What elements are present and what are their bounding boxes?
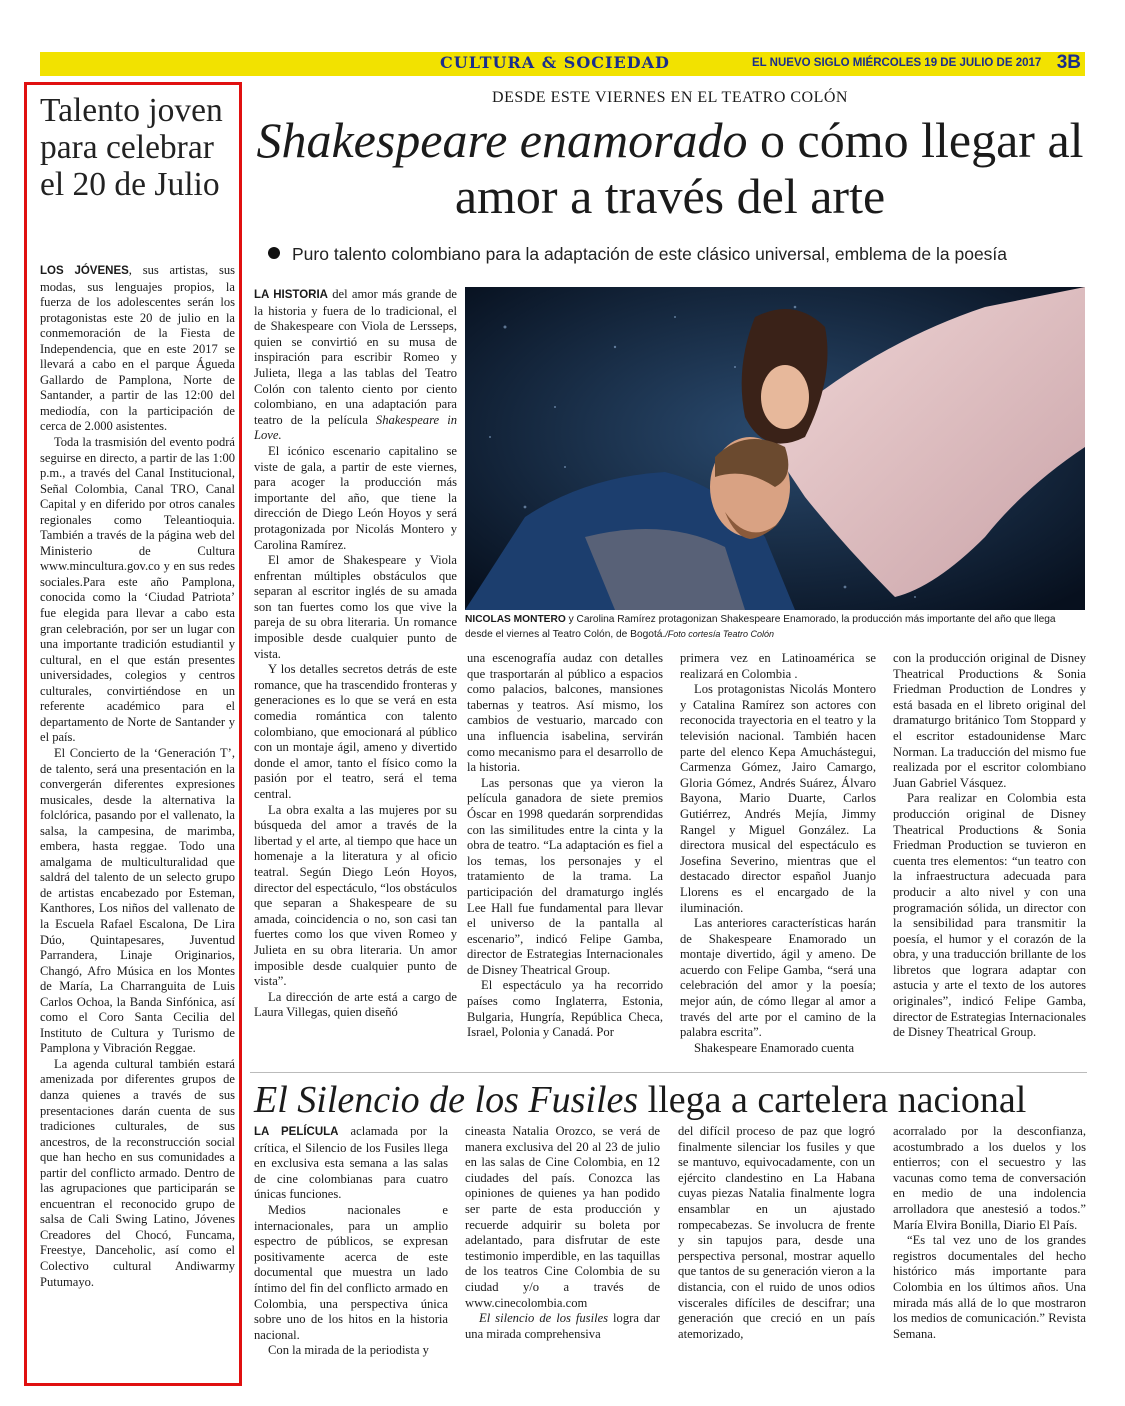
- sidebar-paragraph: El Concierto de la ‘Generación T’, de talento, será una presentación en la convergerán diferentes expresiones musicales, desde la alternativa la folclórica, pasando por el vallenato, la salsa, la campesina, de marimba, embera, hasta reggae. Todo una amalgama de multiculturalidad que saldrá del talento de un selecto grupo de artistas encabezado por Esteman, Kanthores, Los niños del vallenato de la Escuela Rafael Escalona, De Lira Dúo, Quintapesares, Juventud Parrandera, Linaje Originarios, Changó, Afro Música en los Montes de María, La Charranguita de Luis Carlos Ochoa, la Banda Sinfónica, así como el Coro Santa Cecilia del Instituto de Cultura y Turismo de Pamplona y Vibración Reggae.: [40, 745, 235, 1056]
- story-paragraph: La obra exalta a las mujeres por su búsqueda del amor a través de la libertad y el arte, al tiempo que hace un homenaje a la literatura y al oficio teatral. Según Diego León Hoyos, director del espectáculo, “los obstáculos que separan a Shakespeare de su amada, coincidencia o no, son casi tan fuertes como los que viven Romeo y Julieta en su obra literaria. Un amor imposible desde cualquier punto de vista”.: [254, 802, 457, 989]
- story-paragraph: Medios nacionales e internacionales, para un amplio espectro de públicos, se expresan positivamente acerca de este documental que muestra un lado íntimo del fin del conflicto armado en Colombia, una perspectiva única sobre uno de los hitos en la historia nacional.: [254, 1202, 448, 1342]
- story-divider: [250, 1072, 1087, 1073]
- story-paragraph: El amor de Shakespeare y Viola enfrentan múltiples obstáculos que separan al escritor inglés de su amada son tan fuertes como los que vive la pareja de su obra literaria. Un romance imposible desde cualquier punto de vista.: [254, 553, 457, 661]
- sidebar-lead: LOS JÓVENES: [40, 265, 129, 277]
- story-paragraph: Shakespeare Enamorado cuenta: [694, 1040, 855, 1055]
- story-paragraph: Las anteriores características harán de Shakespeare Enamorado un montaje divertido, ágil y ameno. De acuerdo con Felipe Gamba, “será una celebración del amor y la poesía; mejor aún, de cómo llegar al amor a través del arte por el camino de la palabra escrita”.: [680, 916, 876, 1040]
- story-photo: [465, 287, 1085, 610]
- story-column-2: [467, 651, 663, 1041]
- story-paragraph: [254, 287, 457, 444]
- story-paragraph: La dirección de arte está a cargo de Laura Villegas, quien diseñó: [254, 989, 457, 1020]
- film-title: El silencio de los fusiles: [479, 1311, 609, 1326]
- caption-text: y Carolina Ramírez protagonizan Shakespeare Enamorado, la producción más importante del año que llega desde el viernes al Teatro Colón, de Bogotá.: [465, 614, 1056, 640]
- story-paragraph: [254, 1124, 448, 1203]
- story2-column-1: [254, 1124, 448, 1359]
- deck-text: Puro talento colombiano para la adaptación de este clásico universal, emblema de la poesía: [292, 244, 1008, 264]
- story-lead: LA PELÍCULA: [254, 1126, 339, 1138]
- story-paragraph: del difícil proceso de paz que logró finalmente silenciar los fusiles y que se mantuvo, equivocadamente, con un ejército clandestino en La Habana cuyas piezas Natalia finalmente logra ensamblar en un ajustado rompecabezas. Se involucra de frente y sin tapujos para, desde una perspectiva personal, mostrar aquello que tantos de su generación vieron a la distancia, con el ruido de unos odios viscerales difíciles de descifrar; una generación que creció en un país atemorizado,: [678, 1124, 875, 1341]
- photo-caption: [465, 613, 1085, 642]
- story2-headline: [254, 1078, 1094, 1122]
- page-number: 3B: [1056, 52, 1081, 73]
- story-lead: LA HISTORIA: [254, 289, 328, 301]
- story-paragraph: Y los detalles secretos detrás de este romance, que ha trascendido fronteras y generaciones es lo que se verá en esta comedia romántica con talento colombiano, que emocionará al público con un montaje ágil, ameno y divertido donde el amor, tanto el físico como la pasión por el teatro, será el tema central.: [254, 662, 457, 801]
- story-paragraph-text: del amor más grande de la historia y fuera de lo tradicional, el de Shakespeare con Viola de Lersseps, quien se convirtió en su musa de inspiración para escribir Romeo y Julieta, llega a las tablas del Teatro Colón con talento ciento por ciento colombiano, en una adaptación para teatro de la película: [254, 287, 457, 427]
- photo-illustration: [465, 287, 1085, 610]
- bullet-icon: [268, 247, 280, 259]
- headline-rest: o cómo llegar al amor a través del arte: [454, 112, 1084, 224]
- story-paragraph-text: aclamada por la crítica, el Silencio de los Fusiles llega en exclusiva esta semana a las salas de cine colombianas para cuatro únicas funciones.: [254, 1124, 448, 1202]
- issue-date: EL NUEVO SIGLO MIÉRCOLES 19 DE JULIO DE 2017: [752, 57, 1042, 69]
- story-column-1: [254, 287, 457, 1021]
- story-paragraph: [465, 1311, 660, 1342]
- story-deck: [268, 244, 1083, 265]
- story2-column-4: [893, 1124, 1086, 1342]
- photo-credit: /Foto cortesía Teatro Colón: [665, 629, 775, 639]
- story-headline: [250, 112, 1090, 224]
- story-paragraph: “Es tal vez uno de los grandes registros documentales del hecho histórico más importante para Colombia en los últimos años. Una mirada más allá de lo que mostraron los medios de comunicación.” Revista Semana.: [893, 1233, 1086, 1341]
- sidebar-paragraph: La agenda cultural también estará amenizada por diferentes grupos de danza quienes a través de sus presentaciones darán cuenta de sus tradiciones culturales, de sus ancestros, de la reconstrucción social que han hecho en sus comunidades a partir del conflicto armado. Dentro de las agrupaciones que participarán se encuentran el reconocido grupo de salsa de Cali Swing Latino, Jóvenes Creadores del Chocó, Funcama, Freestye, Danceholic, así como el Colectivo cultural Andiwarmy Putumayo.: [40, 1056, 235, 1289]
- story2-column-2: [465, 1124, 660, 1342]
- story-paragraph: acorralado por la desconfianza, acostumbrado a los duelos y los entierros; con el secuestro y las vacunas como tema de conversación en medio de una indolencia arrolladora que anestesió a todos.” María Elvira Bonilla, Diario El País.: [893, 1124, 1086, 1232]
- headline-italic: El Silencio de los Fusiles: [254, 1079, 639, 1121]
- sidebar-title: Talento joven para celebrar el 20 de Julio: [40, 92, 223, 203]
- story-kicker: DESDE ESTE VIERNES EN EL TEATRO COLÓN: [492, 89, 848, 106]
- story-paragraph: cineasta Natalia Orozco, se verá de manera exclusiva del 20 al 23 de julio en las salas de Cine Colombia, en 12 ciudades del país. Conozca las opiniones de quienes ya han podido ser parte de esta producción y recuerde adquirir su boleta por adelantado, para disfrutar de este testimonio imperdible, en las taquillas de los teatros Cine Colombia de su ciudad y/o a través de www.cinecolombia.com: [465, 1124, 660, 1310]
- story-paragraph-text: logra dar una mirada comprehensiva: [465, 1311, 660, 1341]
- story-column-3: [680, 651, 876, 1056]
- sidebar-paragraph-text: , sus artistas, sus modas, sus lenguajes propios, la fuerza de los adolescentes serán los protagonistas este 20 de julio en la conmemoración de la Fiesta de Independencia, que en este 2017 se llevará a cabo en el parque Águeda Gallardo de Pamplona, Norte de Santander, a partir de las 12:00 del mediodía, con la participación de cerca de 2.000 asistentes.: [40, 263, 235, 434]
- story-paragraph: El icónico escenario capitalino se viste de gala, a partir de este viernes, para acoger la producción más importante del año, que tiene la dirección de Diego León Hoyos y será protagonizada por Nicolás Montero y Carolina Ramírez.: [254, 443, 457, 552]
- story-column-4: [893, 651, 1086, 1041]
- story-paragraph: Las personas que ya vieron la película ganadora de siete premios Óscar en 1998 quedarán sorprendidas con las similitudes entre la cinta y la obra de teatro. “La adaptación es fiel a los temas, los personajes y el tratamiento de la trama. La participación del dramaturgo inglés Lee Hall fue fundamental para llevar el universo de la pantalla al escenario”, indicó Felipe Gamba, director de Estrategias Internacionales de Disney Theatrical Group.: [467, 775, 663, 977]
- film-title: Shakespeare in Love.: [254, 412, 457, 443]
- story-paragraph: Para realizar en Colombia esta producción original de Disney Theatrical Productions & Sonia Friedman Production se tuvieron en cuenta tres elementos: “un teatro con la infraestructura adecuada para producir a alto nivel y con una programación sólida, un director con la sensibilidad para transmitir la poesía, el humor y el corazón de la obra, y una traducción brillante de los libretos que lograra adaptar con astucia y arte el texto de los autores originales”, indicó Felipe Gamba, director de Estrategias Internacionales de Disney Theatrical Group.: [893, 791, 1086, 1040]
- section-header-bar: [40, 52, 1085, 76]
- sidebar-paragraph: Toda la trasmisión del evento podrá seguirse en directo, a partir de las 1:00 p.m., a través del Canal Institucional, Señal Colombia, Canal TRO, Canal Capital y en diferido por otros canales regionales como Teleantioquia. También a través de la página web del Ministerio de Cultura www.mincultura.gov.co y en sus redes sociales.Para este año Pamplona, conocida como la ‘Ciudad Patriota’ fue elegida para llevar a cabo esta gran celebración, por ser un lugar con una importante tradición estudiantil y cultural, en el que están presentes universidades, colegios y centros culturales, convirtiéndose en un referente académico para el departamento de Norte de Santander y el país.: [40, 435, 235, 745]
- story2-column-3: [678, 1124, 875, 1342]
- story-paragraph: Los protagonistas Nicolás Montero y Catalina Ramírez son actores con reconocida trayectoria en el teatro y la televisión nacional. También hacen parte del elenco Kepa Amuchástegui, Carmenza Gómez, Jairo Camargo, Gloria Gómez, Andrés Suárez, Álvaro Bayona, Mario Duarte, Carlos Gutiérrez, Andrés Mejía, Jimmy Rangel y Miguel González. La directora musical del espectáculo es Josefina Severino, mientras que el destacado director español Juanjo Llorens es el encargado de la iluminación.: [680, 682, 876, 915]
- sidebar-paragraph: [40, 263, 235, 435]
- story-paragraph: primera vez en Latinoamérica se realizará en Colombia .: [680, 651, 876, 681]
- caption-name: NICOLAS MONTERO: [465, 614, 566, 625]
- sidebar-article-body: [40, 263, 235, 1290]
- headline-italic: Shakespeare enamorado: [256, 112, 748, 168]
- story-paragraph: con la producción original de Disney Theatrical Productions & Sonia Friedman Production de Londres y está basada en el libreto original del dramaturgo británico Tom Stoppard y el escritor estadounidense Marc Norman. La traducción del mismo fue realizada por el escritor colombiano Juan Gabriel Vásquez.: [893, 651, 1086, 790]
- section-name: CULTURA & SOCIEDAD: [440, 53, 670, 72]
- story-paragraph: El espectáculo ya ha recorrido países como Inglaterra, Estonia, Bulgaria, Hungría, República Checa, Israel, Polonia y Canadá. Por: [467, 978, 663, 1040]
- story-paragraph: Con la mirada de la periodista y: [268, 1343, 429, 1358]
- story-paragraph: una escenografía audaz con detalles que trasportarán al público a espacios como palacios, balcones, mansiones tabernas y teatros. Así mismo, los cambios de vestuario, marcado con una influencia isabelina, servirán como mecanismo para el desarrollo de la historia.: [467, 651, 663, 775]
- headline-rest: llega a cartelera nacional: [638, 1079, 1027, 1121]
